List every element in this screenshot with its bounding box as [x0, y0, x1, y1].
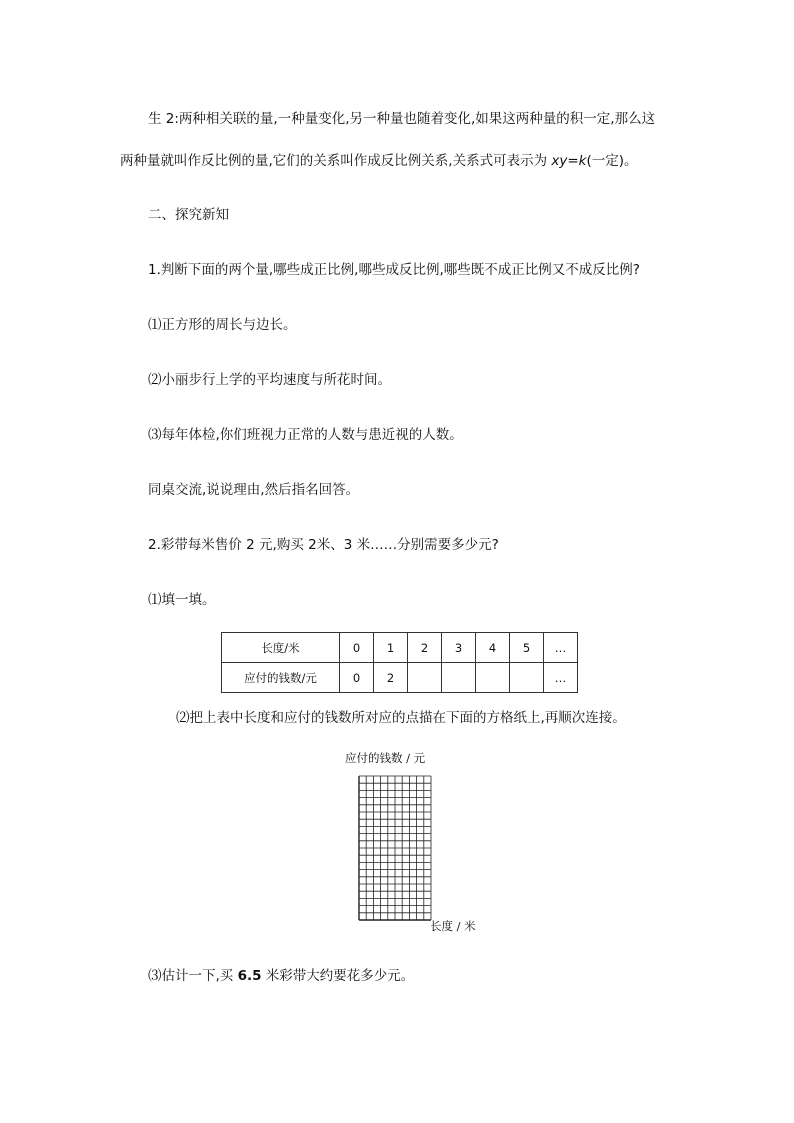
- table-cell: …: [544, 633, 578, 663]
- paragraph-line: 生 2:两种相关联的量,一种量变化,另一种量也随着变化,如果这两种量的积一定,那么这: [148, 111, 656, 127]
- table-cell: 0: [340, 633, 374, 663]
- grid-paper: [355, 772, 445, 922]
- question-1: 1.判断下面的两个量,哪些成正比例,哪些成反比例,哪些既不成正比例又不成反比例?: [148, 262, 640, 278]
- table-cell-blank: [408, 663, 442, 693]
- question-1-item-3: ⑶每年体检,你们班视力正常的人数与患近视的人数。: [148, 427, 463, 443]
- question-2: 2.彩带每米售价 2 元,购买 2米、3 米……分别需要多少元?: [148, 537, 499, 553]
- graph-y-label: 应付的钱数 / 元: [345, 751, 426, 765]
- question-1-item-1: ⑴正方形的周长与边长。: [148, 317, 297, 333]
- table-cell: 长度/米: [222, 633, 340, 663]
- question-1-note: 同桌交流,说说理由,然后指名回答。: [148, 482, 360, 498]
- table-cell: 0: [340, 663, 374, 693]
- table-cell-blank: [442, 663, 476, 693]
- table-cell: …: [544, 663, 578, 693]
- table-cell: 5: [510, 633, 544, 663]
- table-row: [222, 633, 578, 663]
- table-row: [222, 663, 578, 693]
- text-span: (一定)。: [586, 153, 638, 169]
- formula: xy=k: [551, 153, 587, 169]
- table-cell: 2: [374, 663, 408, 693]
- table-cell-blank: [476, 663, 510, 693]
- graph-x-label: 长度 / 米: [430, 919, 476, 933]
- question-2-item-2: ⑵把上表中长度和应付的钱数所对应的点描在下面的方格纸上,再顺次连接。: [176, 710, 626, 726]
- fill-in-table: [221, 632, 578, 693]
- table-cell: 应付的钱数/元: [222, 663, 340, 693]
- table-cell: 1: [374, 633, 408, 663]
- question-1-item-2: ⑵小丽步行上学的平均速度与所花时间。: [148, 372, 391, 388]
- table-cell: 4: [476, 633, 510, 663]
- table-cell-blank: [510, 663, 544, 693]
- question-2-item-1: ⑴填一填。: [148, 592, 216, 608]
- text-span: 两种量就叫作反比例的量,它们的关系叫作成反比例关系,关系式可表示为: [120, 153, 552, 169]
- question-2-item-3: [148, 967, 414, 985]
- text-span: ⑶估计一下,买: [148, 968, 238, 984]
- table-cell: 2: [408, 633, 442, 663]
- number: 6.5: [237, 968, 262, 984]
- section-heading: 二、探究新知: [148, 207, 229, 223]
- paragraph-line: [120, 152, 638, 170]
- table-cell: 3: [442, 633, 476, 663]
- text-span: 米彩带大约要花多少元。: [261, 968, 415, 984]
